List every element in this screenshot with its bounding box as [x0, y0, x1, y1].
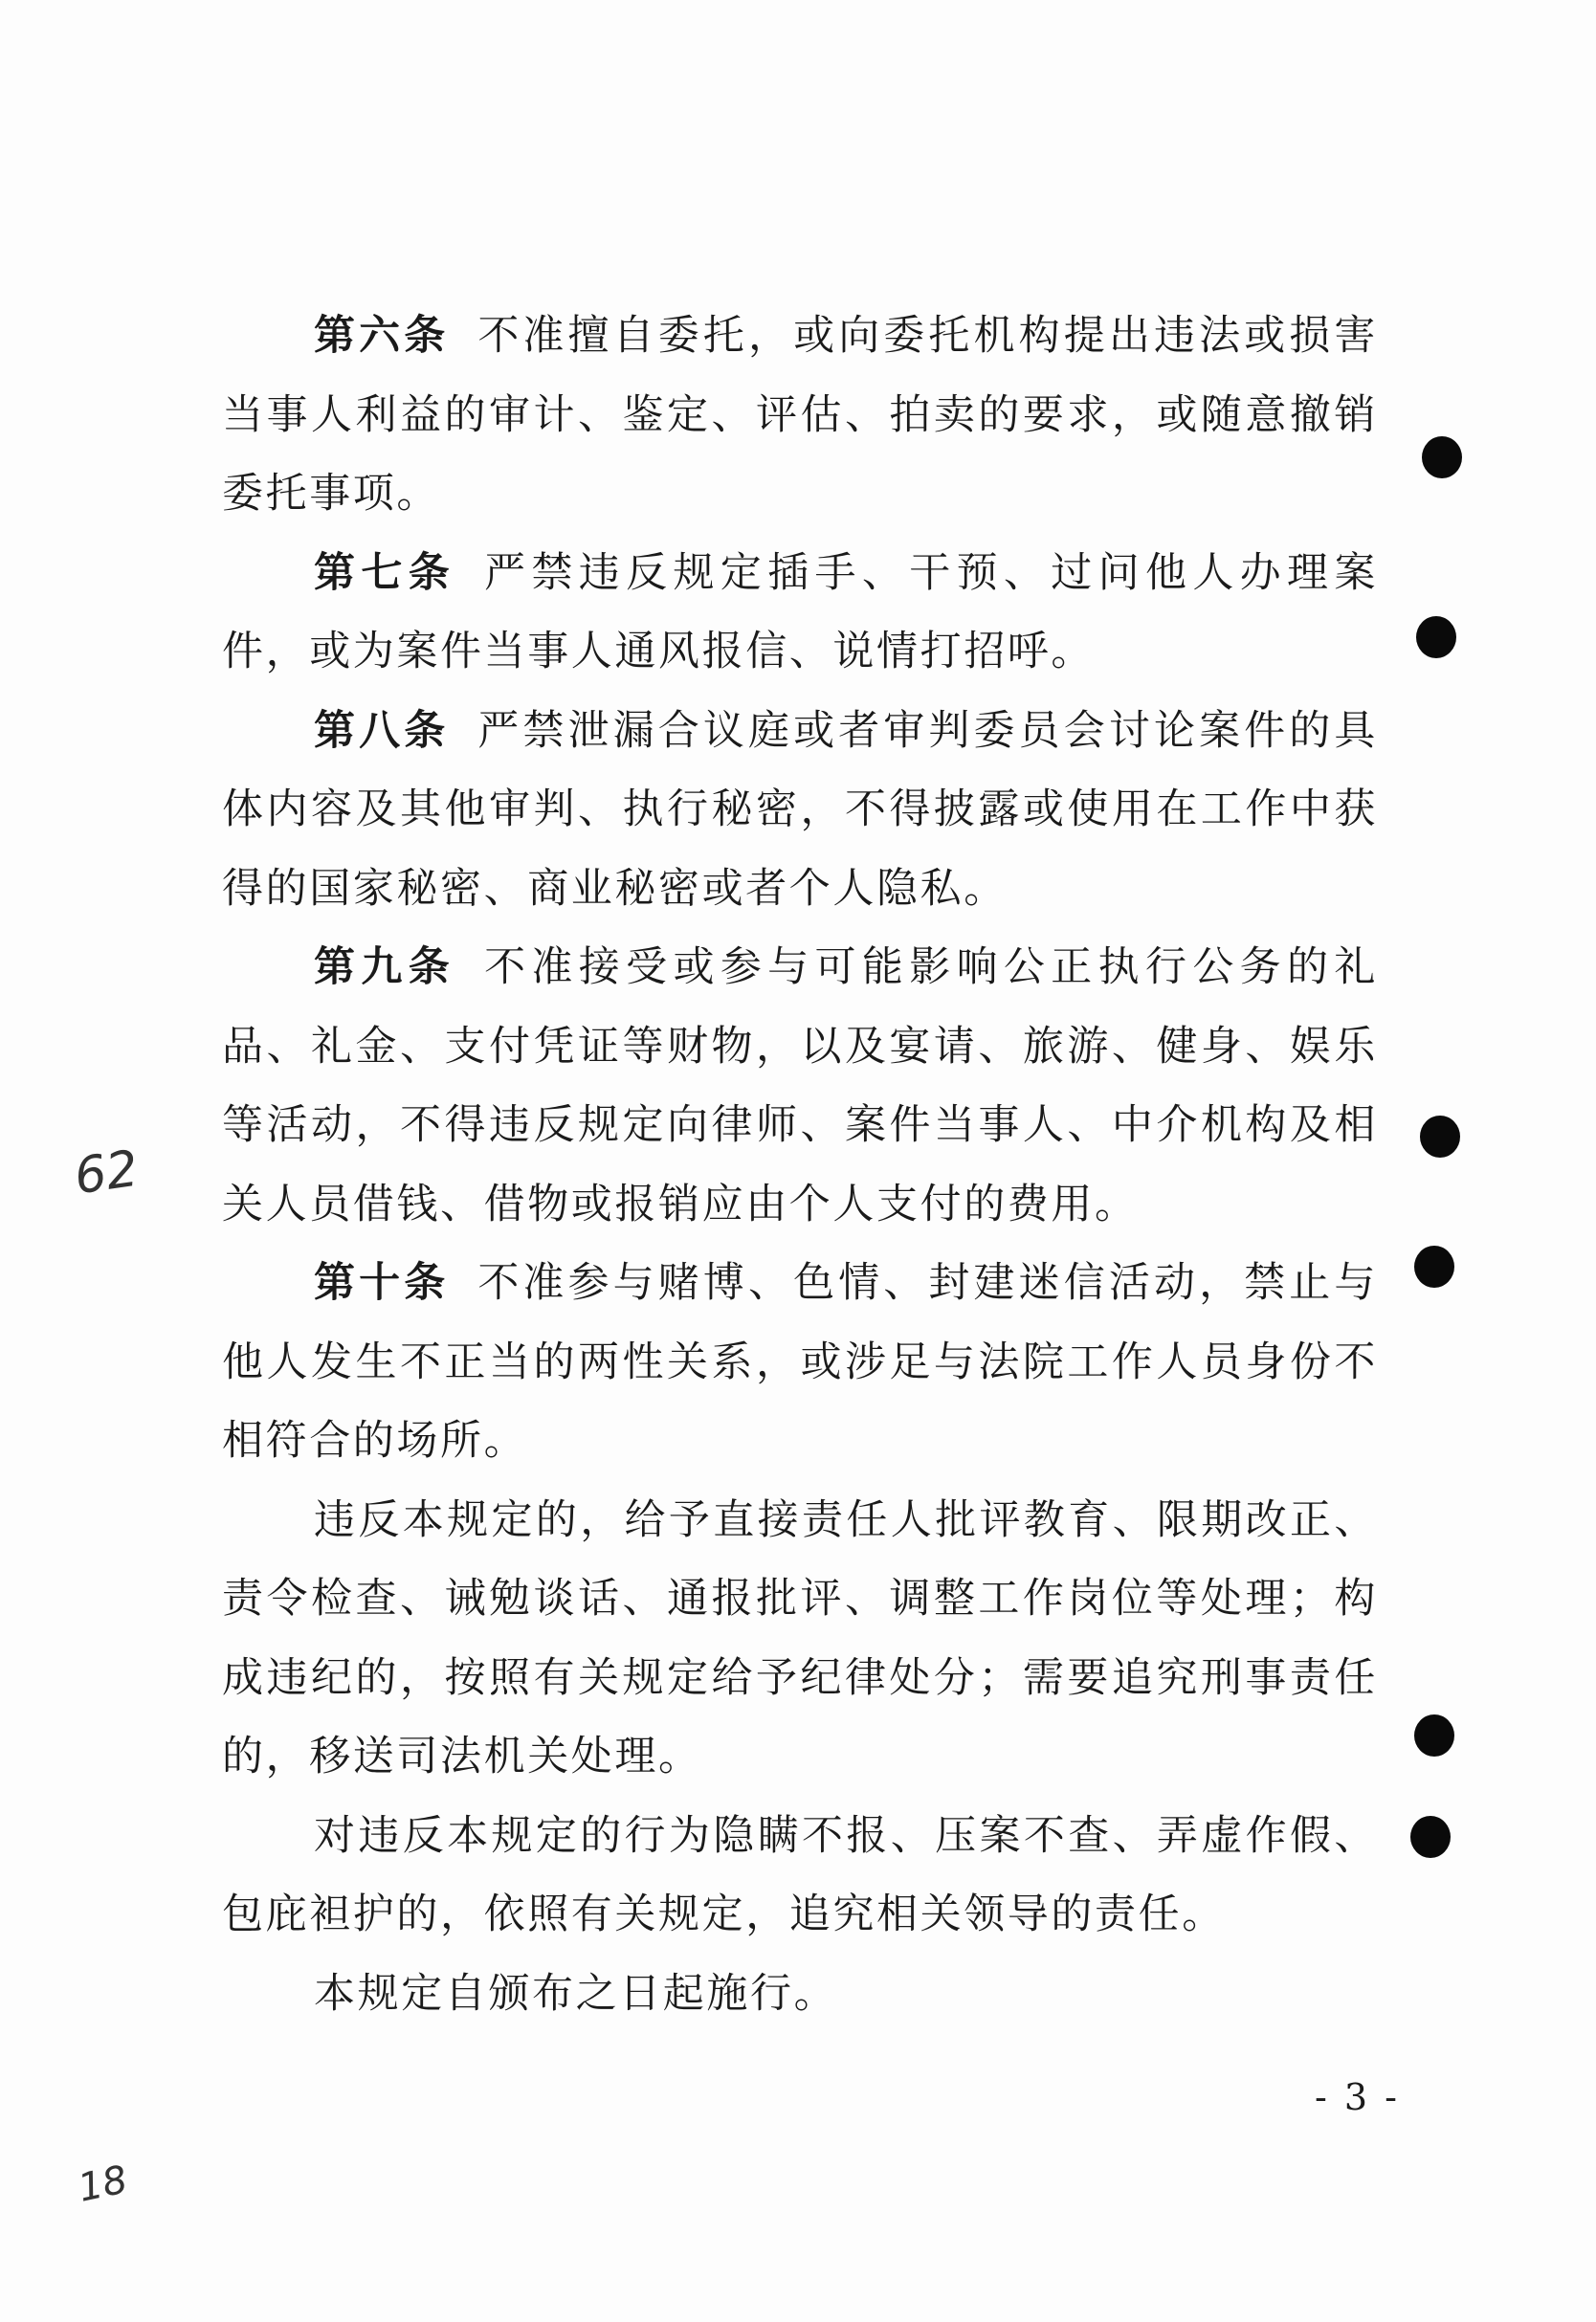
article-number: 第八条 — [314, 706, 450, 755]
page-number: - 3 - — [1315, 2076, 1401, 2118]
effective-clause — [222, 1955, 1378, 2034]
article-6 — [222, 297, 1378, 534]
article-10 — [222, 1244, 1378, 1481]
article-number: 第九条 — [314, 943, 456, 991]
article-9 — [222, 928, 1378, 1244]
article-8 — [222, 692, 1378, 929]
paragraph-text: 对违反本规定的行为隐瞒不报、压案不查、弄虚作假、包庇袒护的，依照有关规定，追究相关领导的责任。 — [222, 1811, 1378, 1938]
document-body — [222, 297, 1378, 2033]
punch-hole — [1416, 616, 1456, 658]
article-number: 第十条 — [314, 1259, 450, 1307]
punch-hole — [1422, 436, 1462, 478]
leadership-clause — [222, 1797, 1378, 1955]
article-number: 第六条 — [314, 312, 450, 360]
article-text: 严禁违反规定插手、干预、过问他人办理案件，或为案件当事人通风报信、说情打招呼。 — [222, 548, 1378, 675]
punch-hole — [1414, 1246, 1454, 1288]
penalty-clause — [222, 1481, 1378, 1797]
article-7 — [222, 534, 1378, 692]
article-number: 第七条 — [314, 548, 456, 597]
paragraph-text: 违反本规定的，给予直接责任人批评教育、限期改正、责令检查、诫勉谈话、通报批评、调整工作岗位等处理；构成违纪的，按照有关规定给予纪律处分；需要追究刑事责任的，移送司法机关处理。 — [222, 1495, 1378, 1780]
article-text: 严禁泄漏合议庭或者审判委员会讨论案件的具体内容及其他审判、执行秘密，不得披露或使用在工作中获得的国家秘密、商业秘密或者个人隐私。 — [222, 706, 1378, 913]
handwritten-note: 62 — [71, 1139, 143, 1206]
article-text: 不准接受或参与可能影响公正执行公务的礼品、礼金、支付凭证等财物，以及宴请、旅游、健身、娱乐等活动，不得违反规定向律师、案件当事人、中介机构及相关人员借钱、借物或报销应由个人支付的费用。 — [222, 943, 1378, 1228]
punch-hole — [1410, 1816, 1451, 1858]
article-text: 不准参与赌博、色情、封建迷信活动，禁止与他人发生不正当的两性关系，或涉足与法院工作人员身份不相符合的场所。 — [222, 1259, 1378, 1465]
article-text: 不准擅自委托，或向委托机构提出违法或损害当事人利益的审计、鉴定、评估、拍卖的要求，或随意撤销委托事项。 — [222, 312, 1378, 518]
paragraph-text: 本规定自颁布之日起施行。 — [314, 1969, 838, 2018]
punch-hole — [1414, 1714, 1454, 1757]
punch-hole — [1420, 1116, 1460, 1158]
handwritten-note: 18 — [74, 2157, 132, 2211]
